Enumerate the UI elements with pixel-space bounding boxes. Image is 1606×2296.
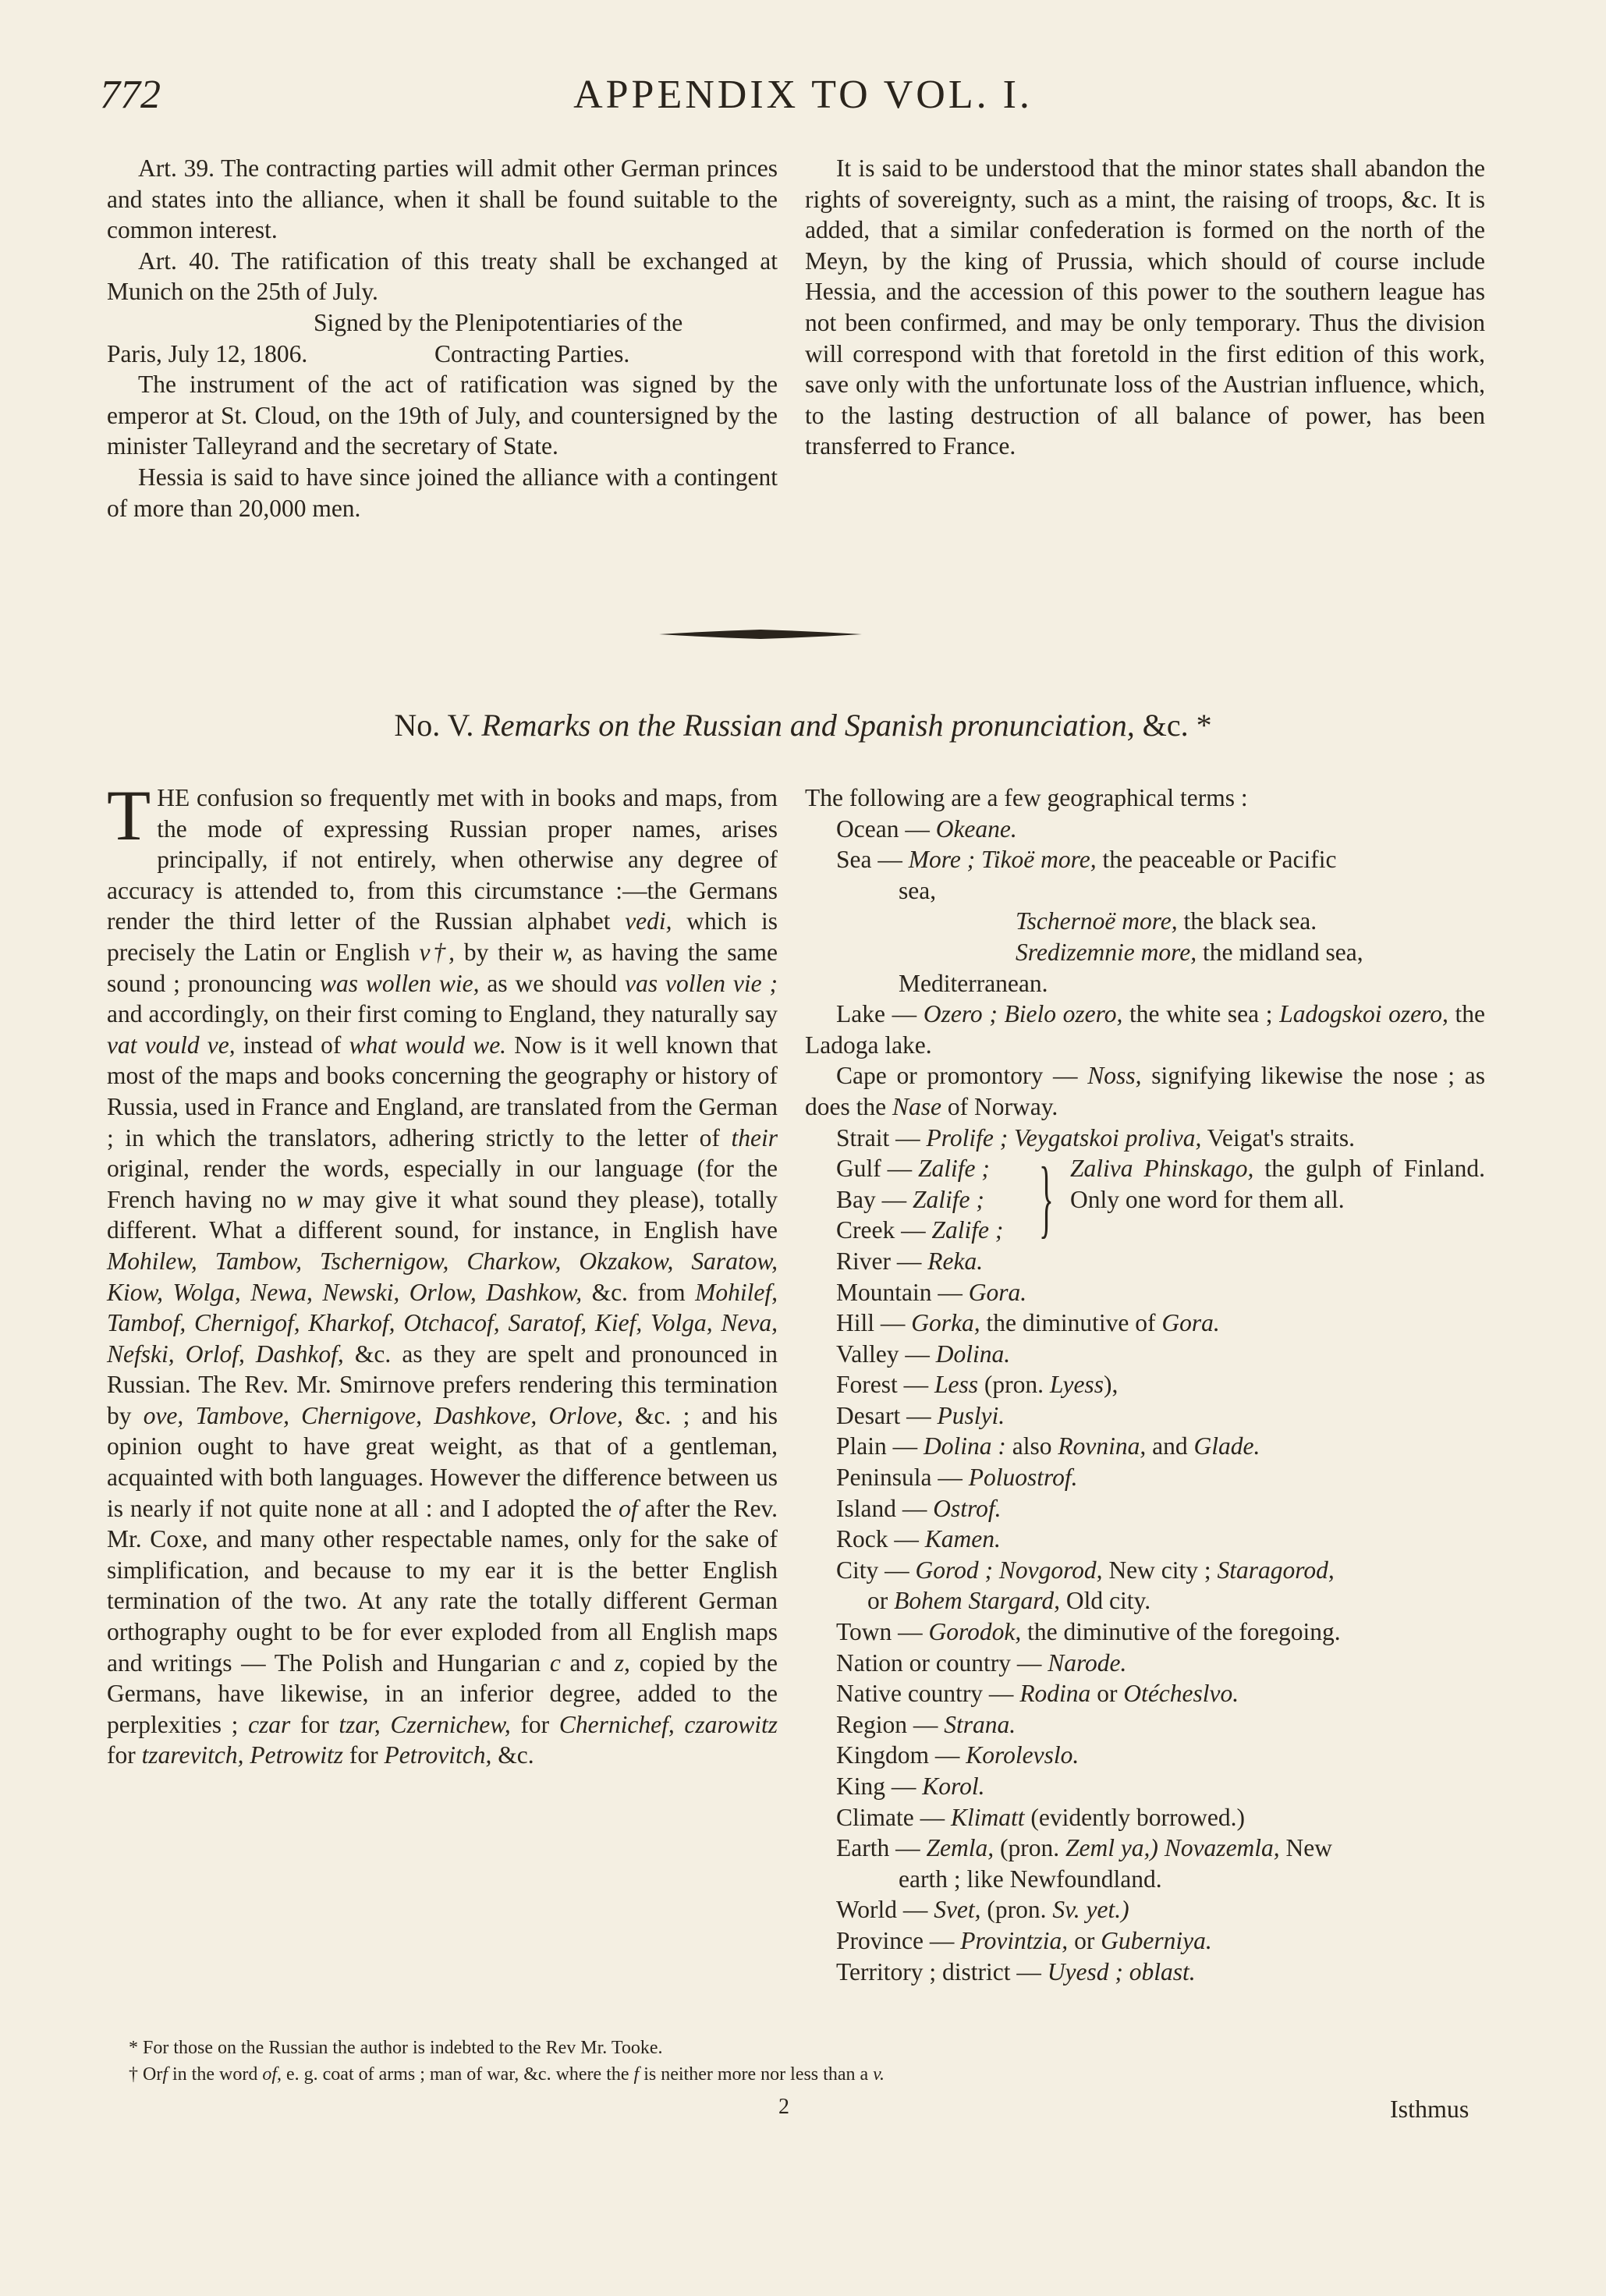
glossary-entry-mediterranean: Mediterranean. <box>899 969 1048 997</box>
glossary-entry-island: Island — Ostrof. <box>836 1494 1002 1522</box>
glossary-entry-earth: Earth — Zemla, (pron. Zeml ya,) Novazemla, New <box>836 1834 1333 1862</box>
glossary-entry-king: King — Korol. <box>836 1773 985 1801</box>
glossary-entry-sea: Sea — More ; Tikoë more, the peaceable or Pacific <box>836 846 1337 874</box>
glossary-entry-kingdom: Kingdom — Korolevslo. <box>836 1741 1080 1769</box>
glossary-entry-forest: Forest — Less (pron. Lyess), <box>836 1371 1119 1399</box>
glossary-entry-city-cont: or Bohem Stargard, Old city. <box>867 1587 1151 1615</box>
glossary-entry-nation: Nation or country — Narode. <box>836 1648 1127 1677</box>
glossary-entry-black-sea: Tschernoë more, the black sea. <box>1016 907 1317 935</box>
hessia-paragraph: Hessia is said to have since joined the alliance with a contingent of more than 20,000 men. <box>107 463 778 522</box>
footnote-dagger: † Orf in the word of, e. g. coat of arms ; man of war, &c. where the f is neither more nor less than a v. <box>129 2064 885 2085</box>
glossary-entry-earth-cont: earth ; like Newfoundland. <box>899 1865 1162 1893</box>
section-suffix: &c. * <box>1142 708 1212 743</box>
glossary-entry-valley: Valley — Dolina. <box>836 1340 1011 1368</box>
gulf-group-definition: Zaliva Phinskago, the gulph of Finland. Only one word for them all. <box>1070 1155 1485 1213</box>
glossary-entry-rock: Rock — Kamen. <box>836 1525 1001 1553</box>
article-39: Art. 39. The contracting parties will admit other German princes and states into the alliance, when it shall be found suitable to the common interest. <box>107 154 778 244</box>
glossary-entry-town: Town — Gorodok, the diminutive of the foregoing. <box>836 1618 1341 1646</box>
glossary-entry-gulf: Gulf — Zalife ; <box>836 1155 990 1183</box>
glossary-entry-cape: Cape or promontory — Noss, signifying likewise the nose ; as does the Nase of Norway. <box>805 1062 1486 1120</box>
glossary-entry-region: Region — Strana. <box>836 1710 1016 1738</box>
ratification-paragraph: The instrument of the act of ratification was signed by the emperor at St. Cloud, on the 19th of July, and countersigned by the minister Talleyrand and the secretary of State. <box>107 371 778 460</box>
glossary-entry-province: Province — Provintzia, or Guberniya. <box>836 1926 1212 1954</box>
glossary-intro: The following are a few geographical terms : <box>805 784 1248 811</box>
page-number: 772 <box>100 73 161 117</box>
brace-glyph: } <box>1039 1150 1054 1247</box>
glossary-entry-creek: Creek — Zalife ; <box>836 1216 1004 1244</box>
section-divider-ornament <box>659 629 862 640</box>
glossary-entry-hill: Hill — Gorka, the diminutive of Gora. <box>836 1309 1220 1337</box>
glossary-entry-ocean: Ocean — Okeane. <box>836 814 1017 843</box>
signature-line-2: Paris, July 12, 1806. Contracting Parties. <box>107 339 630 367</box>
glossary-entry-peninsula: Peninsula — Poluostrof. <box>836 1464 1078 1492</box>
glossary-entry-mountain: Mountain — Gora. <box>836 1278 1027 1306</box>
confusion-paragraph: THE confusion so frequently met with in books and maps, from the mode of expressing Russian proper names, arises principally, if not entirely, when otherwise any degree of accuracy is attended to, from this circumstance :—the Germans render the third letter of the Russian alphabet vedi, which is precisely the Latin or English v†, by their w, as having the same sound ; pronouncing was wollen wie, as we should vas vollen vie ; and accordingly, on their first coming to England, they naturally say vat vould ve, instead of what would we. Now is it well known that most of the maps and books concerning the geography or history of Russia, used in France and England, are translated from the German ; in which the translators, adhering strictly to the letter of their original, render the words, especially in our language (for the French having no w may give it what sound they please), totally different. What a different sound, for instance, in English have Mohilew, Tambow, Tschernigow, Charkow, Okzakow, Saratow, Kiow, Wolga, Newa, Newski, Orlow, Dashkow, &c. from Mohilef, Tambof, Chernigof, Kharkof, Otchacof, Saratof, Kief, Volga, Neva, Nefski, Orlof, Dashkof, &c. as they are spelt and pronounced in Russian. The Rev. Mr. Smirnove prefers rendering this termination by ove, Tambove, Chernigove, Dashkove, Orlove, &c. ; and his opinion ought to have great weight, as that of a gentleman, acquainted with both languages. However the difference between us is nearly if not quite none at all : and I adopted the of after the Rev. Mr. Coxe, and many other respectable names, only for the sake of simplification, and because to my ear it is the better English termination of the two. At any rate the totally different German orthography ought to be for ever exploded from all English maps and writings — The Polish and Hungarian c and z, copied by the Germans, have likewise, in an inferior degree, added to the perplexities ; czar for tzar, Czernichew, for Chernichef, czarowitz for tzarevitch, Petrowitz for Petrovitch, &c. <box>107 775 778 1769</box>
body-left-column <box>107 775 778 1771</box>
glossary-entry-climate: Climate — Klimatt (evidently borrowed.) <box>836 1803 1246 1831</box>
drop-cap: T <box>107 775 151 855</box>
glossary-entry-plain: Plain — Dolina : also Rovnina, and Glade. <box>836 1432 1260 1460</box>
glossary-entry-desart: Desart — Puslyi. <box>836 1401 1005 1429</box>
section-heading <box>0 707 1606 743</box>
minor-states-paragraph: It is said to be understood that the minor states shall abandon the rights of sovereignty, such as a mint, the raising of troops, &c. It is added, that a similar confederation is formed on the north of the Meyn, by the king of Prussia, which should of course include Hessia, and the accession of this power to the southern league has not been confirmed, and may be only temporary. Thus the division will correspond with that foretold in the first edition of this work, save only with the unfortunate loss of the Austrian influence, which, to the lasting destruction of all balance of power, has been transferred to France. <box>805 154 1485 460</box>
glossary-entry-lake: Lake — Ozero ; Bielo ozero, the white sea ; Ladogskoi ozero, the Ladoga lake. <box>805 1000 1486 1059</box>
glossary-entry-bay: Bay — Zalife ; <box>836 1185 984 1213</box>
glossary-entry-territory: Territory ; district — Uyesd ; oblast. <box>836 1957 1196 1985</box>
footnote-asterisk: * For those on the Russian the author is indebted to the Rev Mr. Tooke. <box>129 2038 663 2058</box>
glossary-entry-sea-cont: sea, <box>899 876 937 904</box>
article-40: Art. 40. The ratification of this treaty shall be exchanged at Munich on the 25th of July. <box>107 247 778 306</box>
glossary-entry-native-country: Native country — Rodina or Otécheslvo. <box>836 1680 1239 1708</box>
section-number: No. V. <box>394 708 474 743</box>
glossary-entry-city: City — Gorod ; Novgorod, New city ; Staragorod, <box>836 1556 1335 1584</box>
glossary-column <box>805 782 1485 1987</box>
catchword: Isthmus <box>1390 2095 1470 2123</box>
signature-line-1: Signed by the Plenipotentiaries of the <box>314 308 683 336</box>
top-left-column <box>107 153 778 523</box>
glossary-entry-strait: Strait — Prolife ; Veygatskoi proliva, Veigat's straits. <box>836 1123 1356 1152</box>
glossary-entry-river: River — Reka. <box>836 1247 984 1275</box>
section-title: Remarks on the Russian and Spanish pronunciation, <box>481 708 1135 743</box>
glossary-entry-world: World — Svet, (pron. Sv. yet.) <box>836 1896 1129 1924</box>
running-title: APPENDIX TO VOL. I. <box>573 73 1033 117</box>
glossary-entry-gulf-group <box>805 1150 1485 1247</box>
signature-mark: 2 <box>778 2095 789 2119</box>
top-right-column <box>805 153 1485 462</box>
glossary-entry-midland-sea: Sredizemnie more, the midland sea, <box>1016 938 1363 966</box>
